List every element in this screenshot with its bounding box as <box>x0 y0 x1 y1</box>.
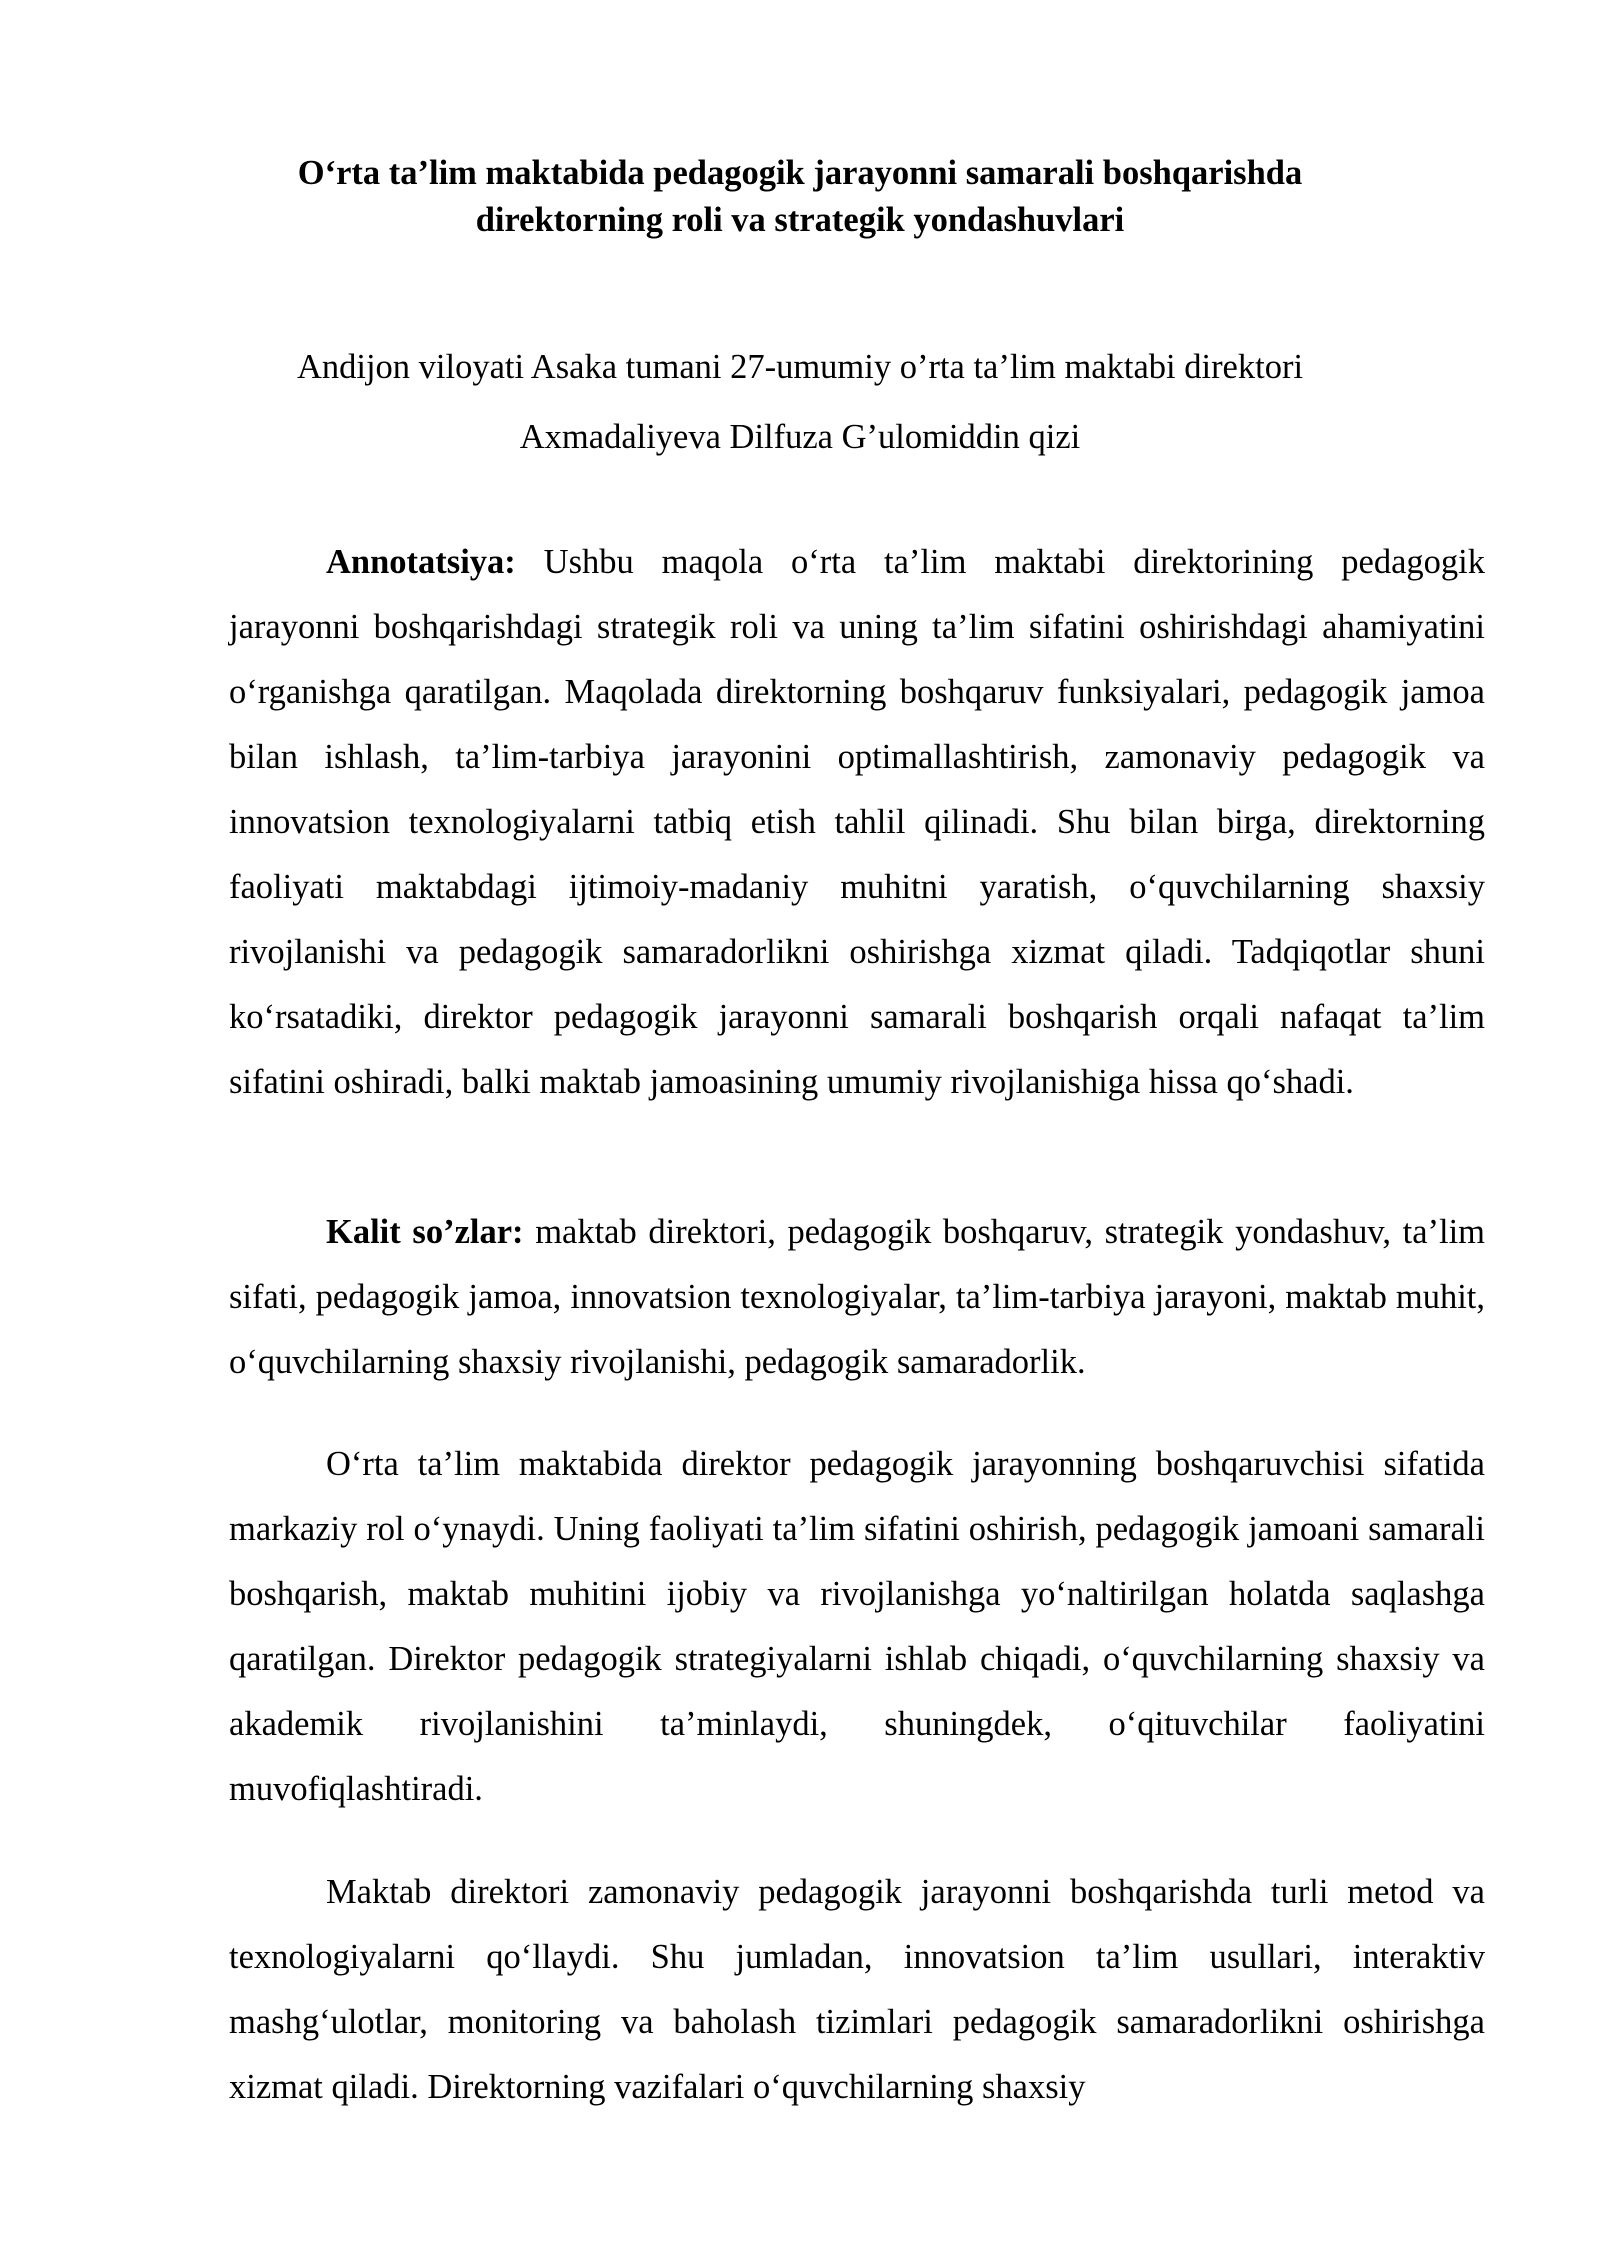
author-block <box>200 332 1400 472</box>
author-affiliation: Andijon viloyati Asaka tumani 27-umumiy o’rta ta’lim maktabi direktori <box>296 348 1304 386</box>
body-paragraph-2: Maktab direktori zamonaviy pedagogik jarayonni boshqarishda turli metod va texnologiyalarni qo‘llaydi. Shu jumladan, innovatsion ta’lim usullari, interaktiv mashg‘ulotlar, monitoring va baholash tizimlari pedagogik samaradorlikni oshirishga xizmat qiladi. Direktorning vazifalari o‘quvchilarning shaxsiy <box>229 1873 1485 2106</box>
body-paragraph-1: O‘rta ta’lim maktabida direktor pedagogik jarayonning boshqaruvchisi sifatida markaziy rol o‘ynaydi. Uning faoliyati ta’lim sifatini oshirish, pedagogik jamoani samarali boshqarish, maktab muhitini ijobiy va rivojlanishga yo‘naltirilgan holatda saqlashga qaratilgan. Direktor pedagogik strategiyalarni ishlab chiqadi, o‘quvchilarning shaxsiy va akademik rivojlanishini ta’minlaydi, shuningdek, o‘qituvchilar faoliyatini muvofiqlashtiradi. <box>229 1445 1485 1808</box>
author-name: Axmadaliyeva Dilfuza G’ulomiddin qizi <box>519 418 1081 456</box>
keywords-text: maktab direktori, pedagogik boshqaruv, strategik yondashuv, ta’lim sifati, pedagogik jamoa, innovatsion texnologiyalar, ta’lim-tarbiya jarayoni, maktab muhit, o‘quvchilarning shaxsiy rivojlanishi, pedagogik samaradorlik. <box>229 1213 1486 1381</box>
keywords-paragraph <box>229 1200 1485 1395</box>
article-title <box>230 150 1370 244</box>
abstract-paragraph <box>229 530 1485 1115</box>
abstract-text: Ushbu maqola o‘rta ta’lim maktabi direktorining pedagogik jarayonni boshqarishdagi strategik roli va uning ta’lim sifatini oshirishdagi ahamiyatini o‘rganishga qaratilgan. Maqolada direktorning boshqaruv funksiyalari, pedagogik jamoa bilan ishlash, ta’lim-tarbiya jarayonini optimallashtirish, zamonaviy pedagogik va innovatsion texnologiyalarni tatbiq etish tahlil qilinadi. Shu bilan birga, direktorning faoliyati maktabdagi ijtimoiy-madaniy muhitni yaratish, o‘quvchilarning shaxsiy rivojlanishi va pedagogik samaradorlikni oshirishga xizmat qiladi. Tadqiqotlar shuni ko‘rsatadiki, direktor pedagogik jarayonni samarali boshqarish orqali nafaqat ta’lim sifatini oshiradi, balki maktab jamoasining umumiy rivojlanishiga hissa qo‘shadi. <box>229 543 1485 1101</box>
abstract-label: Annotatsiya: <box>326 543 516 581</box>
article-title-line-2: direktorning roli va strategik yondashuvlari <box>475 201 1125 239</box>
keywords-label: Kalit so’zlar: <box>326 1213 524 1251</box>
article-title-line-1: O‘rta ta’lim maktabida pedagogik jarayonni samarali boshqarishda <box>297 154 1303 192</box>
